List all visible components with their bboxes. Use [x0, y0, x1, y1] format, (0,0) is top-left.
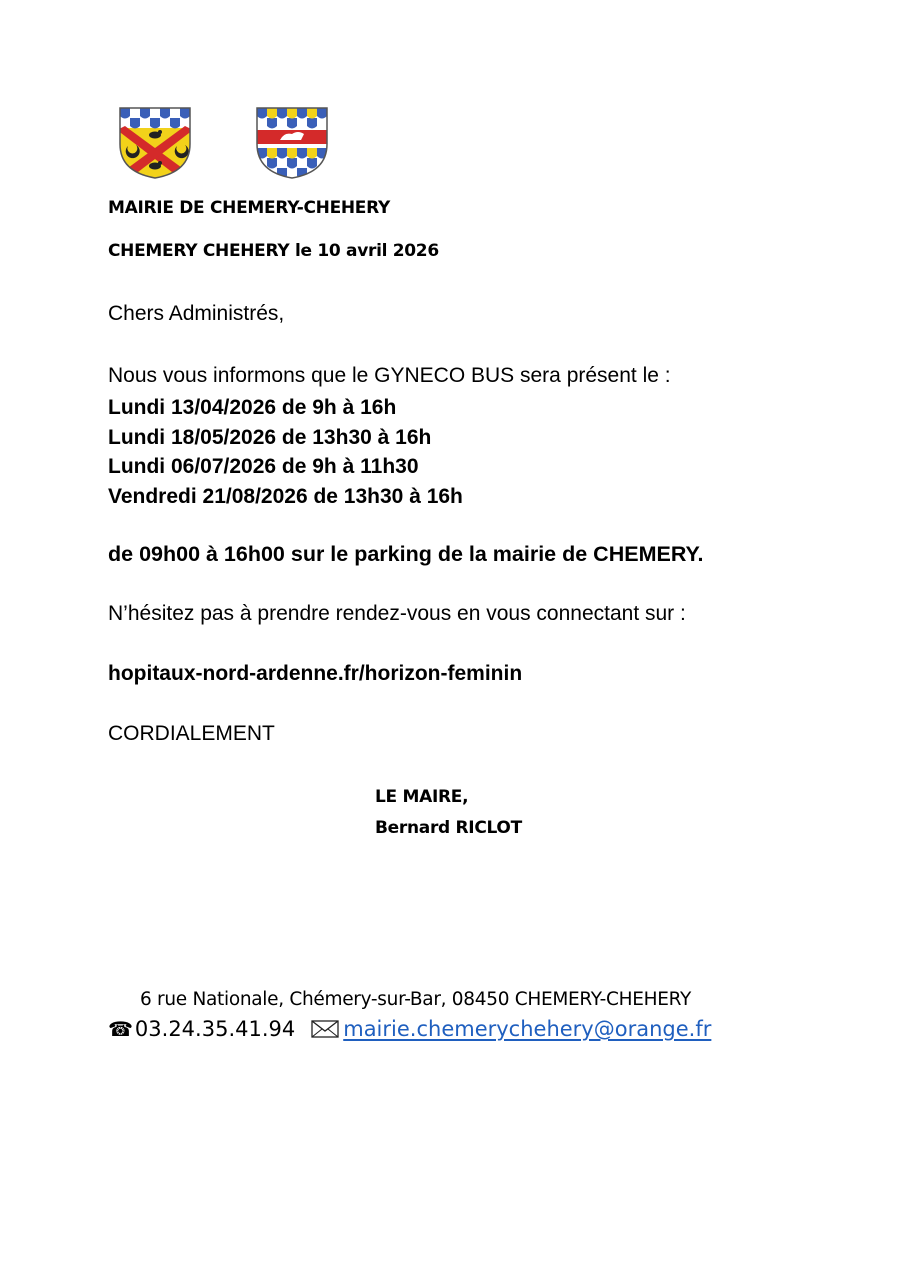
time-location: de 09h00 à 16h00 sur le parking de la mairie de CHEMERY. — [108, 542, 704, 566]
date-list — [108, 393, 463, 511]
date-item: Lundi 13/04/2026 de 9h à 16h — [108, 396, 397, 419]
telephone-icon: ☎ — [108, 1017, 133, 1041]
signature-name: Bernard RICLOT — [375, 818, 522, 838]
coat-of-arms-blue-fess-icon — [254, 106, 330, 180]
date-item: Vendredi 21/08/2026 de 13h30 à 16h — [108, 484, 463, 508]
intro-text: Nous vous informons que le GYNECO BUS sera présent le : — [108, 364, 671, 387]
coat-of-arms-red-saltire-icon — [117, 106, 193, 180]
footer-address: 6 rue Nationale, Chémery-sur-Bar, 08450 CHEMERY-CHEHERY — [140, 989, 691, 1010]
closing: CORDIALEMENT — [108, 722, 275, 745]
date-item: Lundi 18/05/2026 de 13h30 à 16h — [108, 425, 432, 449]
footer-contact — [108, 1017, 711, 1041]
phone-number: 03.24.35.41.94 — [134, 1017, 296, 1041]
email-link[interactable]: mairie.chemerychehery@orange.fr — [343, 1017, 712, 1041]
call-to-action: N’hésitez pas à prendre rendez-vous en vous connectant sur : — [108, 602, 686, 625]
mairie-title: MAIRIE DE CHEMERY-CHEHERY — [108, 198, 390, 218]
signature-title: LE MAIRE, — [375, 787, 469, 807]
envelope-icon — [311, 1020, 339, 1038]
greeting: Chers Administrés, — [108, 302, 285, 325]
date-item: Lundi 06/07/2026 de 9h à 11h30 — [108, 455, 419, 478]
date-line: CHEMERY CHEHERY le 10 avril 2026 — [108, 241, 439, 261]
booking-url: hopitaux-nord-ardenne.fr/horizon-feminin — [108, 662, 523, 685]
